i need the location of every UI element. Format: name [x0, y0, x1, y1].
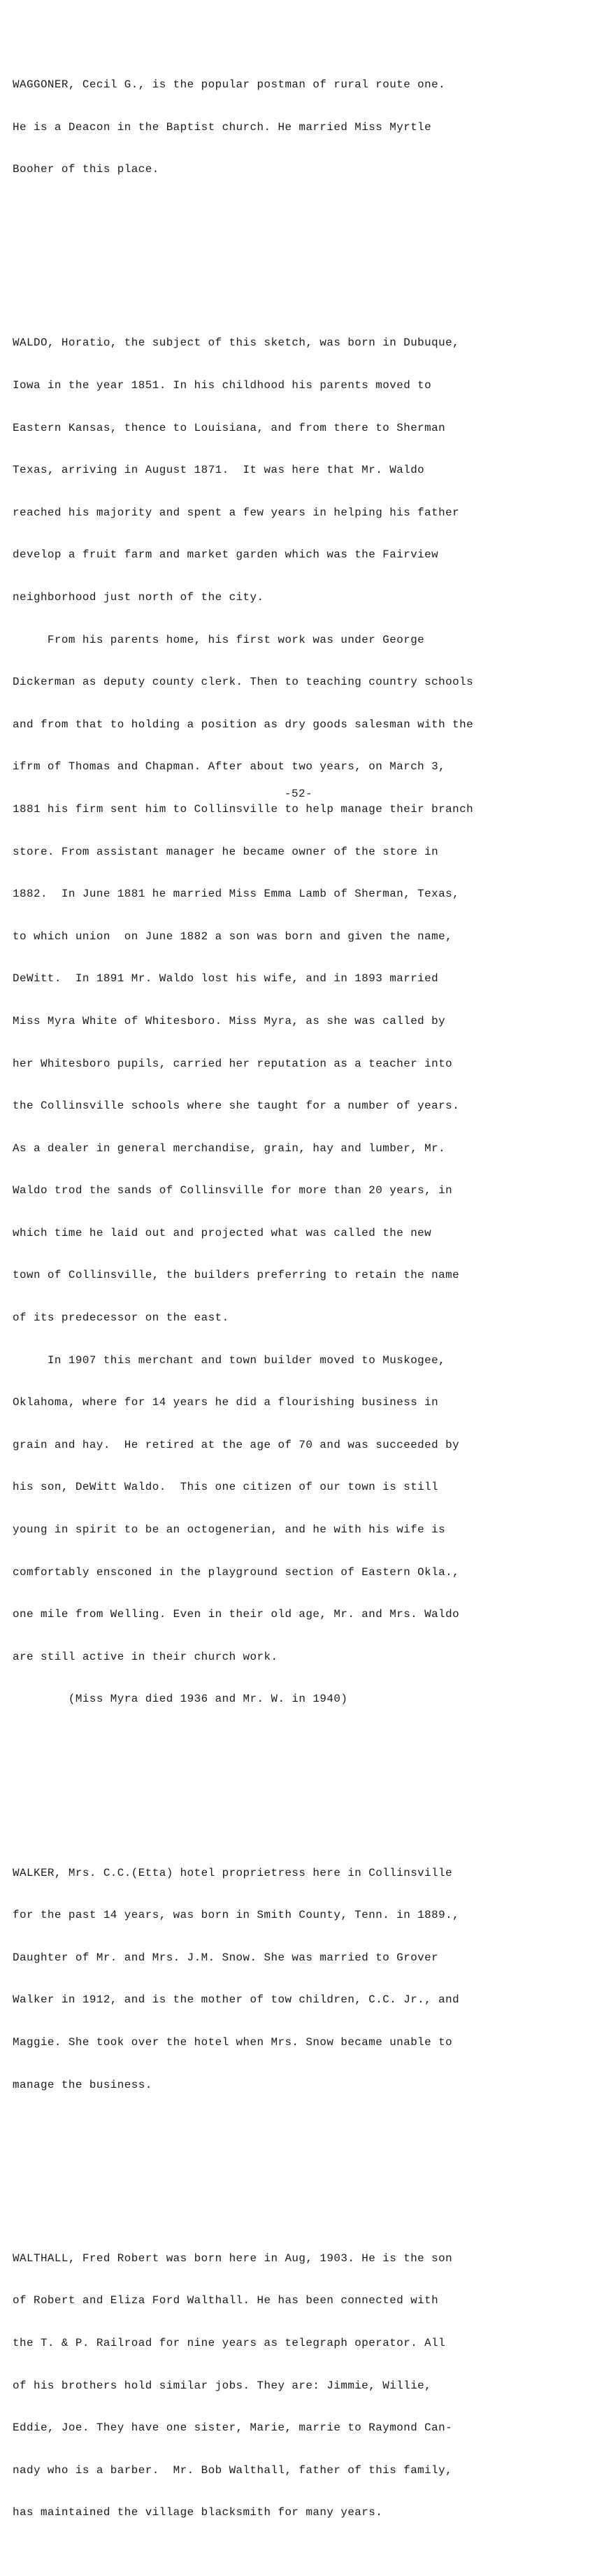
text-line: Iowa in the year 1851. In his childhood his parents moved to	[13, 379, 432, 392]
text-line: In 1907 this merchant and town builder moved to Muskogee,	[13, 1353, 446, 1367]
text-line: DeWitt. In 1891 Mr. Waldo lost his wife, and in 1893 married	[13, 972, 439, 985]
paragraph-gap	[13, 2163, 593, 2181]
text-line: He is a Deacon in the Baptist church. He married Miss Myrtle	[13, 120, 432, 134]
text-line: Daughter of Mr. and Mrs. J.M. Snow. She was married to Grover	[13, 1951, 439, 1964]
text-line: of Robert and Eliza Ford Walthall. He has been connected with	[13, 2294, 439, 2307]
text-line: reached his majority and spent a few years in helping his father	[13, 506, 460, 519]
text-line: of its predecessor on the east.	[13, 1311, 229, 1325]
text-line: Booher of this place.	[13, 163, 159, 176]
text-line: Walker in 1912, and is the mother of tow children, C.C. Jr., and	[13, 1993, 460, 2007]
text-line: to which union on June 1882 a son was born and given the name,	[13, 930, 453, 943]
text-line: her Whitesboro pupils, carried her reputation as a teacher into	[13, 1057, 453, 1070]
text-line: young in spirit to be an octogenerian, and he with his wife is	[13, 1523, 446, 1537]
entry-waggoner	[13, 50, 593, 205]
text-line: Eddie, Joe. They have one sister, Marie, marrie to Raymond Can-	[13, 2421, 453, 2435]
text-line: for the past 14 years, was born in Smith County, Tenn. in 1889.,	[13, 1909, 460, 1922]
text-line: store. From assistant manager he became owner of the store in	[13, 845, 439, 858]
entry-waldo	[13, 308, 593, 1735]
document-page	[13, 7, 593, 2576]
text-line: As a dealer in general merchandise, grain, hay and lumber, Mr.	[13, 1141, 446, 1155]
page-number: -52-	[284, 788, 313, 800]
text-line: one mile from Welling. Even in their old age, Mr. and Mrs. Waldo	[13, 1608, 460, 1621]
text-line: of his brothers hold similar jobs. They are: Jimmie, Willie,	[13, 2379, 432, 2392]
text-line: comfortably ensconed in the playground section of Eastern Okla.,	[13, 1565, 460, 1579]
text-line: Oklahoma, where for 14 years he did a flourishing business in	[13, 1396, 439, 1409]
text-line: grain and hay. He retired at the age of 70 and was succeeded by	[13, 1438, 460, 1451]
entry-walker	[13, 1837, 593, 2120]
text-line: which time he laid out and projected what was called the new	[13, 1226, 432, 1239]
paragraph-gap	[13, 1777, 593, 1795]
text-line: ifrm of Thomas and Chapman. After about two years, on March 3,	[13, 760, 446, 774]
text-line: the T. & P. Railroad for nine years as telegraph operator. All	[13, 2337, 446, 2350]
text-line: WALTHALL, Fred Robert was born here in Aug, 1903. He is the son	[13, 2251, 453, 2265]
text-line: neighborhood just north of the city.	[13, 590, 264, 604]
text-line: manage the business.	[13, 2078, 152, 2091]
text-line: Miss Myra White of Whitesboro. Miss Myra, as she was called by	[13, 1014, 446, 1027]
entry-walthall	[13, 2223, 593, 2548]
text-line: develop a fruit farm and market garden which was the Fairview	[13, 548, 439, 562]
text-line: From his parents home, his first work was under George	[13, 633, 425, 646]
text-line: 1881 his firm sent him to Collinsville to help manage their branch	[13, 802, 474, 816]
text-line: (Miss Myra died 1936 and Mr. W. in 1940)	[13, 1693, 348, 1706]
text-line: WAGGONER, Cecil G., is the popular postman of rural route one.	[13, 78, 446, 92]
text-line: Maggie. She took over the hotel when Mrs. Snow became unable to	[13, 2036, 453, 2049]
text-line: nady who is a barber. Mr. Bob Walthall, father of this family,	[13, 2463, 453, 2477]
text-line: town of Collinsville, the builders preferring to retain the name	[13, 1269, 460, 1282]
text-line: the Collinsville schools where she taught for a number of years.	[13, 1100, 460, 1113]
text-line: Waldo trod the sands of Collinsville for more than 20 years, in	[13, 1184, 453, 1197]
text-line: WALKER, Mrs. C.C.(Etta) hotel proprietress here in Collinsville	[13, 1866, 453, 1879]
text-line: Eastern Kansas, thence to Louisiana, and from there to Sherman	[13, 421, 446, 434]
text-line: Dickerman as deputy county clerk. Then to teaching country schools	[13, 676, 474, 689]
text-line: and from that to holding a position as dry goods salesman with the	[13, 718, 474, 731]
text-line: WALDO, Horatio, the subject of this sketch, was born in Dubuque,	[13, 336, 460, 350]
text-line: has maintained the village blacksmith for many years.	[13, 2506, 383, 2519]
text-line: his son, DeWitt Waldo. This one citizen of our town is still	[13, 1481, 439, 1494]
text-line: are still active in their church work.	[13, 1650, 278, 1663]
text-line: 1882. In June 1881 he married Miss Emma Lamb of Sherman, Texas,	[13, 888, 460, 901]
paragraph-gap	[13, 247, 593, 265]
text-line: Texas, arriving in August 1871. It was here that Mr. Waldo	[13, 464, 425, 477]
